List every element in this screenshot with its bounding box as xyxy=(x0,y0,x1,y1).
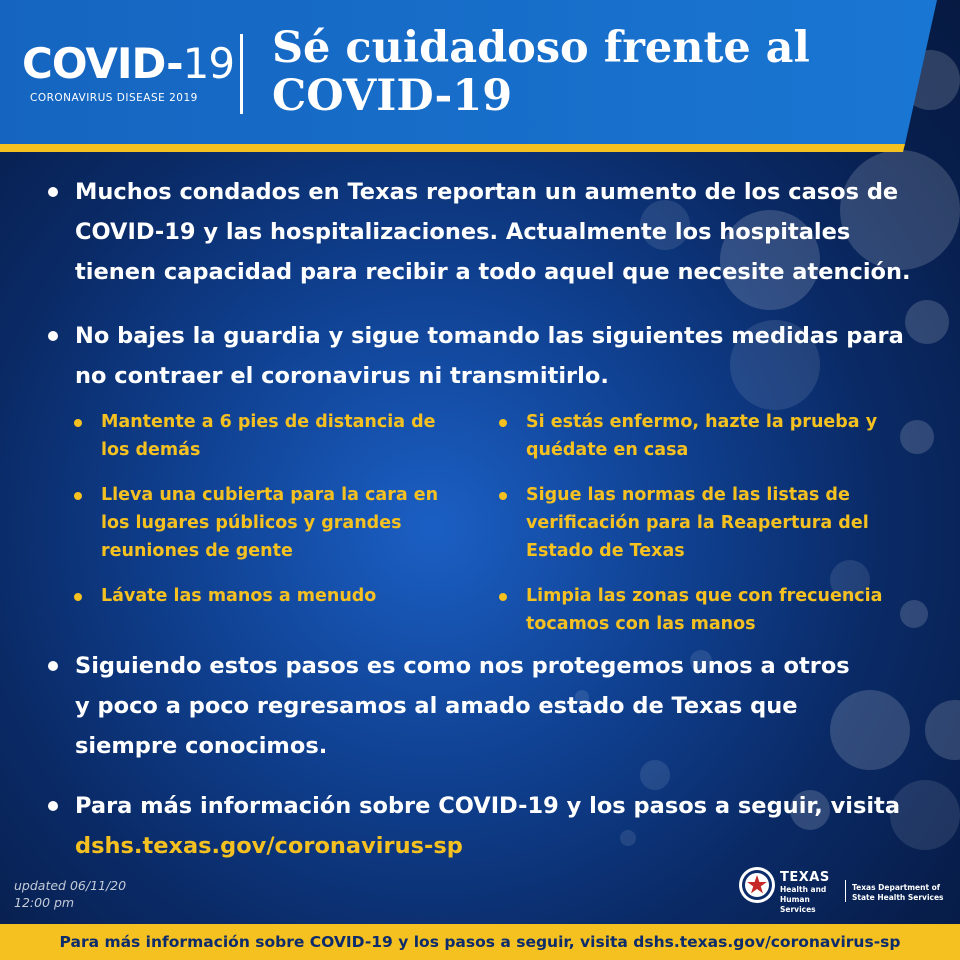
bullet-dot xyxy=(48,661,58,671)
texas-seal-icon xyxy=(738,866,776,904)
measure-text: Lávate las manos a menudo xyxy=(101,586,377,606)
hhs-subtitle: Health and Human Services xyxy=(780,885,827,914)
bullet-text: Siguiendo estos pasos es como nos protegemos unos a otros y poco a poco regresamos al amado estado de Texas que siempre conocimos. xyxy=(75,653,850,759)
logo-subtitle: CORONAVIRUS DISEASE 2019 xyxy=(30,92,198,104)
measure-dot xyxy=(74,492,82,500)
bullet-hospital-capacity xyxy=(75,172,925,292)
measure-item xyxy=(526,582,906,638)
measure-dot xyxy=(499,593,507,601)
updated-time: 12:00 pm xyxy=(14,895,75,910)
dshs-logo: Texas Department of State Health Services xyxy=(852,883,944,902)
measure-item xyxy=(101,481,461,565)
bullet-protect-each-other xyxy=(75,646,865,766)
measure-dot xyxy=(74,593,82,601)
measure-text: Sigue las normas de las listas de verificación para la Reapertura del Estado de Texas xyxy=(526,485,869,561)
page-title: Sé cuidadoso frente al COVID-19 xyxy=(272,23,810,121)
measure-dot xyxy=(499,492,507,500)
measure-text: Lleva una cubierta para la cara en los lugares públicos y grandes reuniones de gente xyxy=(101,485,439,561)
bullet-text: Muchos condados en Texas reportan un aumento de los casos de COVID-19 y las hospitalizaciones. Actualmente los hospitales tienen capacidad para recibir a todo aquel que necesite atención. xyxy=(75,179,911,285)
logo-divider xyxy=(845,880,846,902)
measure-item xyxy=(101,408,451,464)
measure-text: Limpia las zonas que con frecuencia tocamos con las manos xyxy=(526,586,883,634)
bullet-keep-guard xyxy=(75,316,925,396)
updated-timestamp xyxy=(14,877,126,911)
info-link[interactable]: dshs.texas.gov/coronavirus-sp xyxy=(75,833,463,859)
measure-text: Si estás enfermo, hazte la prueba y quédate en casa xyxy=(526,412,878,460)
measure-dot xyxy=(499,419,507,427)
bullet-more-info xyxy=(75,786,945,866)
covid-logo: COVID-19 xyxy=(22,39,235,88)
hhs-name: TEXAS xyxy=(780,870,830,885)
measure-text: Mantente a 6 pies de distancia de los demás xyxy=(101,412,436,460)
measure-item xyxy=(526,481,896,565)
footer-banner: Para más información sobre COVID-19 y los pasos a seguir, visita dshs.texas.gov/coronavirus-sp xyxy=(0,924,960,960)
bubble-decoration xyxy=(925,700,960,760)
bullet-text: No bajes la guardia y sigue tomando las siguientes medidas para no contraer el coronavirus ni transmitirlo. xyxy=(75,323,904,389)
hhs-logo xyxy=(780,871,842,915)
bullet-text: Para más información sobre COVID-19 y los pasos a seguir, visita xyxy=(75,793,900,819)
header-banner xyxy=(0,0,960,152)
bullet-dot xyxy=(48,187,58,197)
bullet-dot xyxy=(48,801,58,811)
measure-item xyxy=(101,582,451,610)
updated-date: updated 06/11/20 xyxy=(14,878,127,893)
measure-item xyxy=(526,408,906,464)
bullet-dot xyxy=(48,331,58,341)
measure-dot xyxy=(74,419,82,427)
header-divider xyxy=(240,34,243,114)
